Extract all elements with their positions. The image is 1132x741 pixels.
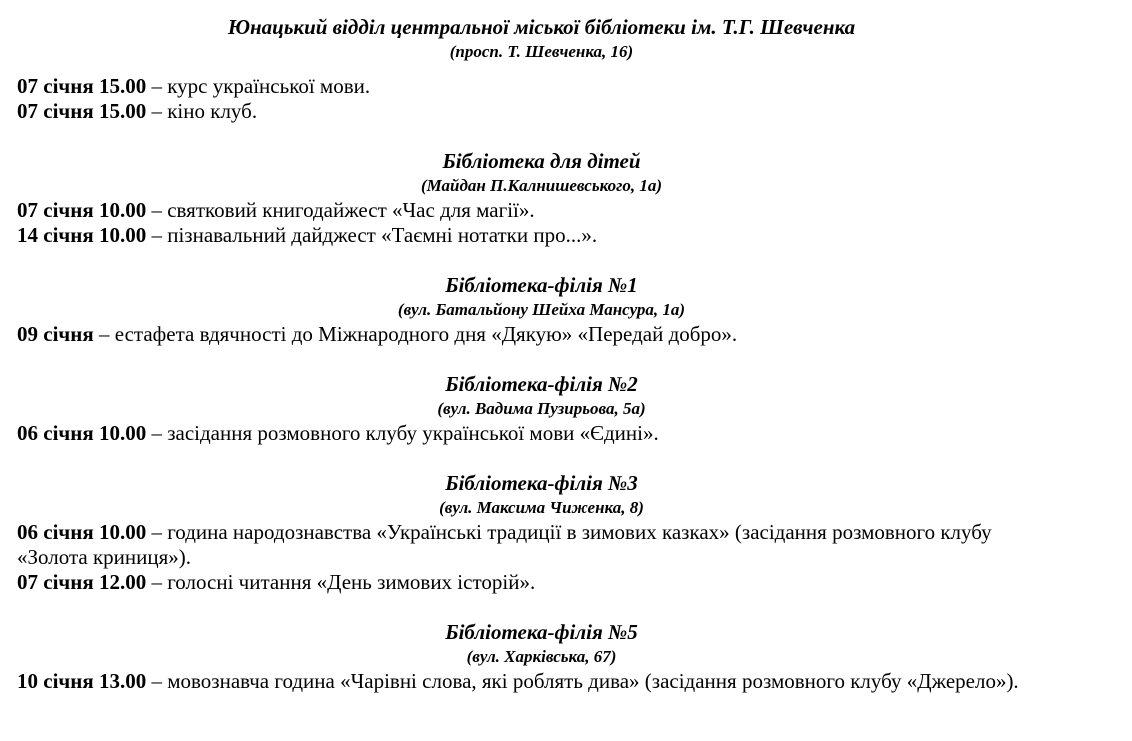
event-date: 06 січня 10.00: [17, 520, 147, 544]
event-text: – година народознавства «Українські традиції в зимових казках» (засідання розмовного клубу «Золота криниця»).: [17, 520, 992, 569]
event-item: [17, 322, 1066, 347]
library-section: [17, 148, 1066, 248]
library-heading: Юнацький відділ центральної міської бібліотеки ім. Т.Г. Шевченка: [227, 15, 856, 39]
event-item: [17, 198, 1066, 223]
library-address: (Майдан П.Калнишевського, 1а): [420, 176, 663, 195]
event-text: – кіно клуб.: [146, 99, 258, 123]
event-date: 07 січня 12.00: [17, 570, 147, 594]
event-item: [17, 223, 1066, 248]
library-heading: Бібліотека-філія №3: [445, 471, 638, 495]
event-text: – голосні читання «День зимових історій».: [146, 570, 536, 594]
library-address: (просп. Т. Шевченка, 16): [449, 42, 634, 61]
library-heading: Бібліотека для дітей: [442, 149, 641, 173]
library-section: [17, 14, 1066, 124]
library-address: (вул. Максима Чиженка, 8): [439, 498, 644, 517]
event-date: 06 січня 10.00: [17, 421, 147, 445]
library-heading: Бібліотека-філія №1: [445, 273, 638, 297]
library-address: (вул. Харківська, 67): [466, 647, 617, 666]
event-date: 14 січня 10.00: [17, 223, 147, 247]
event-date: 07 січня 15.00: [17, 99, 147, 123]
event-date: 09 січня: [17, 322, 94, 346]
event-date: 10 січня 13.00: [17, 669, 147, 693]
library-address: (вул. Батальйону Шейха Мансура, 1а): [397, 300, 686, 319]
event-text: – святковий книгодайжест «Час для магії».: [146, 198, 535, 222]
library-section: [17, 272, 1066, 347]
library-section: [17, 371, 1066, 446]
event-date: 07 січня 10.00: [17, 198, 147, 222]
event-date: 07 січня 15.00: [17, 74, 147, 98]
event-text: – засідання розмовного клубу української мови «Єдині».: [146, 421, 659, 445]
event-text: – мовознавча година «Чарівні слова, які роблять дива» (засідання розмовного клубу «Джерело»).: [146, 669, 1019, 693]
library-heading: Бібліотека-філія №5: [445, 620, 638, 644]
event-text: – пізнавальний дайджест «Таємні нотатки про...».: [146, 223, 598, 247]
event-item: [17, 520, 1066, 570]
event-item: [17, 421, 1066, 446]
library-section: [17, 619, 1066, 694]
library-section: [17, 470, 1066, 595]
event-item: [17, 99, 1066, 124]
event-text: – естафета вдячності до Міжнародного дня «Дякую» «Передай добро».: [93, 322, 738, 346]
event-text: – курс української мови.: [146, 74, 371, 98]
library-heading: Бібліотека-філія №2: [445, 372, 638, 396]
event-item: [17, 570, 1066, 595]
library-address: (вул. Вадима Пузирьова, 5а): [437, 399, 646, 418]
event-item: [17, 669, 1066, 694]
event-item: [17, 74, 1066, 99]
